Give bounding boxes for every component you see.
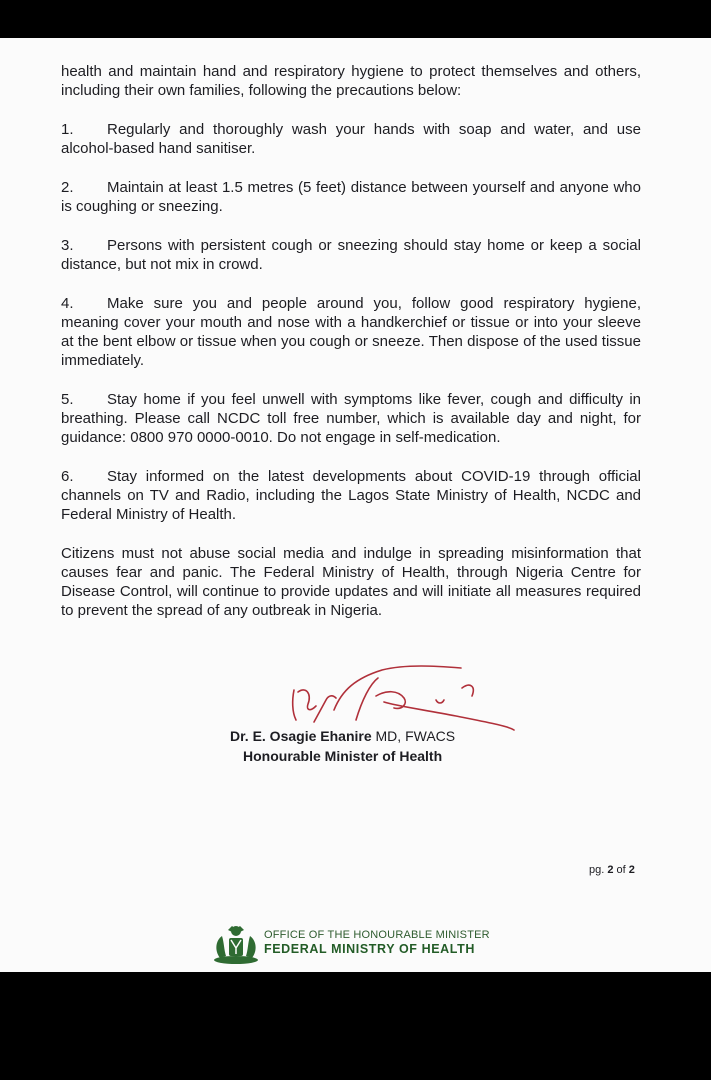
precaution-item	[61, 178, 641, 216]
precaution-item	[61, 236, 641, 274]
precaution-number: 2.	[61, 179, 74, 196]
precaution-text: Regularly and thoroughly wash your hands with soap and water, and use alcohol-based hand sanitiser.	[61, 121, 641, 157]
signatory-name-line	[230, 726, 510, 746]
closing-paragraph: Citizens must not abuse social media and indulge in spreading misinformation that causes fear and panic. The Federal Ministry of Health, through Nigeria Centre for Disease Control, will continue to provide updates and will initiate all measures required to prevent the spread of any outbreak in Nigeria.	[61, 545, 641, 619]
signatory-title: Honourable Minister of Health	[243, 748, 443, 764]
precaution-item	[61, 120, 641, 158]
precaution-text: Stay informed on the latest developments about COVID-19 through official channels on TV and Radio, including the Lagos State Ministry of Health, NCDC and Federal Ministry of Health.	[61, 468, 641, 523]
precaution-number: 3.	[61, 237, 74, 254]
page-current: 2	[607, 864, 614, 876]
ministry-line: FEDERAL MINISTRY OF HEALTH	[264, 942, 475, 956]
precaution-item	[61, 294, 641, 370]
page-of: of	[616, 864, 626, 876]
coat-of-arms-icon	[210, 922, 262, 966]
letter-body	[61, 62, 641, 640]
page-total: 2	[628, 864, 635, 876]
precaution-number: 6.	[61, 468, 74, 485]
office-line: OFFICE OF THE HONOURABLE MINISTER	[264, 929, 490, 941]
letterhead-footer	[210, 922, 530, 968]
precaution-text: Make sure you and people around you, follow good respiratory hygiene, meaning cover your mouth and nose with a handkerchief or tissue or into your sleeve at the bent elbow or tissue when you cough or sneeze. Then dispose of the used tissue immediately.	[61, 295, 641, 369]
precaution-number: 5.	[61, 391, 74, 408]
precaution-number: 4.	[61, 295, 74, 312]
precaution-number: 1.	[61, 121, 74, 138]
precaution-item	[61, 467, 641, 524]
page-prefix: pg.	[589, 864, 605, 876]
precaution-item	[61, 390, 641, 447]
intro-paragraph: health and maintain hand and respiratory hygiene to protect themselves and others, including their own families, following the precautions below:	[61, 63, 641, 99]
signatory-credentials: MD, FWACS	[375, 728, 456, 744]
document-page	[0, 38, 711, 972]
precaution-text: Persons with persistent cough or sneezing should stay home or keep a social distance, but not mix in crowd.	[61, 237, 641, 273]
signatory-name: Dr. E. Osagie Ehanire	[230, 728, 372, 744]
precaution-text: Maintain at least 1.5 metres (5 feet) distance between yourself and anyone who is coughing or sneezing.	[61, 179, 641, 215]
signatory-block	[230, 726, 510, 766]
precaution-text: Stay home if you feel unwell with symptoms like fever, cough and difficulty in breathing. Please call NCDC toll free number, which is available day and night, for guidance: 0800 970 0000-0010. Do not engage in self-medication.	[61, 391, 641, 446]
page-number	[589, 864, 635, 876]
